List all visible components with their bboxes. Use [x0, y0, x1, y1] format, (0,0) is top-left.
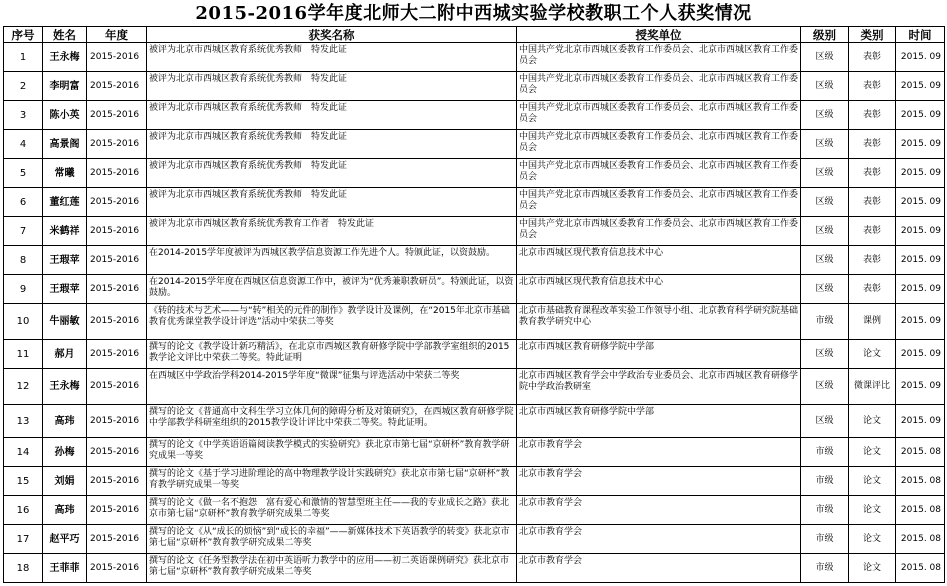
table-row [4, 496, 945, 525]
cell-no: 14 [4, 438, 43, 467]
cell-category: 表彰 [849, 246, 896, 275]
cell-org: 北京市西城区教育研修学院中学部 [517, 340, 801, 369]
cell-year: 2015-2016 [87, 217, 147, 246]
cell-category: 课例 [849, 304, 896, 340]
cell-date: 2015. 08 [896, 467, 945, 496]
cell-no: 9 [4, 275, 43, 304]
table-row [4, 130, 945, 159]
cell-date: 2015. 09 [896, 130, 945, 159]
cell-level: 区级 [801, 159, 849, 188]
cell-no: 4 [4, 130, 43, 159]
cell-level: 区级 [801, 43, 849, 72]
cell-no: 1 [4, 43, 43, 72]
cell-category: 表彰 [849, 130, 896, 159]
cell-year: 2015-2016 [87, 101, 147, 130]
table-row [4, 246, 945, 275]
cell-category: 微课评比 [849, 369, 896, 405]
cell-name: 米鹤祥 [43, 217, 87, 246]
cell-level: 区级 [801, 72, 849, 101]
awards-table [3, 26, 945, 583]
cell-level: 市级 [801, 554, 849, 583]
cell-category: 论文 [849, 467, 896, 496]
cell-org: 中国共产党北京市西城区委教育工作委员会、北京市西城区教育工作委员会 [517, 72, 801, 101]
cell-name: 常曦 [43, 159, 87, 188]
header-no: 序号 [4, 27, 43, 43]
cell-org: 中国共产党北京市西城区委教育工作委员会、北京市西城区教育工作委员会 [517, 188, 801, 217]
cell-date: 2015. 09 [896, 159, 945, 188]
cell-org: 北京市西城区现代教育信息技术中心 [517, 275, 801, 304]
cell-award: 撰写的论文《教学设计新巧精活》，在北京市西城区教育研修学院中学部教学室组织的2015教学论文评比中荣获二等奖。特此证明 [147, 340, 517, 369]
cell-year: 2015-2016 [87, 304, 147, 340]
header-org: 授奖单位 [517, 27, 801, 43]
cell-category: 论文 [849, 554, 896, 583]
cell-category: 论文 [849, 438, 896, 467]
cell-award: 被评为北京市西城区教育系统优秀教师 特发此证 [147, 43, 517, 72]
cell-org: 北京市教育学会 [517, 467, 801, 496]
cell-award: 撰写的论文《中学英语语篇阅读教学模式的实验研究》获北京市第七届“京研杯”教育教学研究成果一等奖 [147, 438, 517, 467]
cell-year: 2015-2016 [87, 159, 147, 188]
cell-no: 12 [4, 369, 43, 405]
cell-org: 北京市西城区教育研修学院中学部 [517, 405, 801, 438]
cell-year: 2015-2016 [87, 246, 147, 275]
cell-no: 2 [4, 72, 43, 101]
cell-year: 2015-2016 [87, 369, 147, 405]
cell-year: 2015-2016 [87, 188, 147, 217]
cell-level: 市级 [801, 304, 849, 340]
cell-award: 《转的技术与艺术——与“转”相关的元件的制作》教学设计及课例，在“2015年北京市基础教育优秀课堂教学设计评选”活动中荣获二等奖 [147, 304, 517, 340]
cell-award: 在西城区中学政治学科2014-2015学年度“微课”征集与评选活动中荣获二等奖 [147, 369, 517, 405]
cell-year: 2015-2016 [87, 405, 147, 438]
cell-no: 11 [4, 340, 43, 369]
cell-category: 表彰 [849, 188, 896, 217]
table-row [4, 525, 945, 554]
cell-date: 2015. 08 [896, 554, 945, 583]
cell-level: 市级 [801, 467, 849, 496]
cell-level: 区级 [801, 130, 849, 159]
cell-award: 撰写的论文《做一名不抱怨 富有爱心和激情的智慧型班主任——我的专业成长之路》获北京市第七届“京研杯”教育教学研究成果二等奖 [147, 496, 517, 525]
cell-org: 北京市教育学会 [517, 525, 801, 554]
cell-name: 刘娟 [43, 467, 87, 496]
cell-org: 中国共产党北京市西城区委教育工作委员会、北京市西城区教育工作委员会 [517, 101, 801, 130]
cell-no: 8 [4, 246, 43, 275]
cell-name: 陈小英 [43, 101, 87, 130]
cell-year: 2015-2016 [87, 525, 147, 554]
cell-year: 2015-2016 [87, 275, 147, 304]
cell-category: 表彰 [849, 159, 896, 188]
cell-org: 中国共产党北京市西城区委教育工作委员会、北京市西城区教育工作委员会 [517, 159, 801, 188]
cell-no: 10 [4, 304, 43, 340]
cell-date: 2015. 09 [896, 304, 945, 340]
cell-level: 区级 [801, 246, 849, 275]
table-row [4, 101, 945, 130]
cell-date: 2015. 08 [896, 525, 945, 554]
cell-level: 区级 [801, 101, 849, 130]
table-row [4, 159, 945, 188]
cell-name: 牛丽敏 [43, 304, 87, 340]
cell-no: 6 [4, 188, 43, 217]
cell-name: 董红莲 [43, 188, 87, 217]
cell-level: 区级 [801, 188, 849, 217]
header-row [4, 27, 945, 43]
cell-level: 区级 [801, 369, 849, 405]
cell-date: 2015. 09 [896, 275, 945, 304]
cell-no: 18 [4, 554, 43, 583]
cell-date: 2015. 09 [896, 246, 945, 275]
cell-no: 7 [4, 217, 43, 246]
cell-org: 中国共产党北京市西城区委教育工作委员会、北京市西城区教育工作委员会 [517, 130, 801, 159]
header-category: 类别 [849, 27, 896, 43]
cell-no: 17 [4, 525, 43, 554]
cell-award: 撰写的论文《基于学习进阶理论的高中物理教学设计实践研究》获北京市第七届“京研杯”教育教学研究成果一等奖 [147, 467, 517, 496]
cell-award: 被评为北京市西城区教育系统优秀教师 特发此证 [147, 159, 517, 188]
cell-level: 区级 [801, 405, 849, 438]
cell-name: 王瑕苹 [43, 275, 87, 304]
table-row [4, 217, 945, 246]
cell-date: 2015. 09 [896, 101, 945, 130]
table-row [4, 72, 945, 101]
cell-year: 2015-2016 [87, 554, 147, 583]
header-name: 姓名 [43, 27, 87, 43]
cell-level: 市级 [801, 525, 849, 554]
cell-no: 15 [4, 467, 43, 496]
cell-name: 赵平巧 [43, 525, 87, 554]
cell-no: 13 [4, 405, 43, 438]
cell-award: 被评为北京市西城区教育系统优秀教师 特发此证 [147, 72, 517, 101]
cell-name: 王永梅 [43, 369, 87, 405]
table-row [4, 304, 945, 340]
cell-name: 郝月 [43, 340, 87, 369]
page-title: 2015-2016学年度北师大二附中西城实验学校教职工个人获奖情况 [195, 3, 752, 24]
cell-category: 表彰 [849, 43, 896, 72]
cell-date: 2015. 09 [896, 188, 945, 217]
cell-org: 北京市教育学会 [517, 496, 801, 525]
table-row [4, 188, 945, 217]
cell-date: 2015. 09 [896, 43, 945, 72]
cell-org: 北京市西城区教育学会中学政治专业委员会、北京市西城区教育研修学院中学政治教研室 [517, 369, 801, 405]
cell-category: 论文 [849, 525, 896, 554]
table-row [4, 467, 945, 496]
cell-no: 3 [4, 101, 43, 130]
cell-category: 表彰 [849, 72, 896, 101]
cell-award: 撰写的论文《任务型教学法在初中英语听力教学中的应用——初二英语课例研究》获北京市第七届“京研杯”教育教学研究成果二等奖 [147, 554, 517, 583]
cell-level: 市级 [801, 496, 849, 525]
cell-award: 撰写的论文《普通高中文科生学习立体几何的障碍分析及对策研究》，在西城区教育研修学院中学部教学科研室组织的2015教学设计评比中荣获二等奖。特此证明。 [147, 405, 517, 438]
cell-year: 2015-2016 [87, 130, 147, 159]
table-row [4, 43, 945, 72]
cell-org: 中国共产党北京市西城区委教育工作委员会、北京市西城区教育工作委员会 [517, 217, 801, 246]
cell-year: 2015-2016 [87, 467, 147, 496]
cell-award: 被评为北京市西城区教育系统优秀教育工作者 特发此证 [147, 217, 517, 246]
cell-name: 王菲菲 [43, 554, 87, 583]
header-award: 获奖名称 [147, 27, 517, 43]
cell-org: 中国共产党北京市西城区委教育工作委员会、北京市西城区教育工作委员会 [517, 43, 801, 72]
cell-org: 北京市教育学会 [517, 438, 801, 467]
cell-date: 2015. 09 [896, 217, 945, 246]
cell-year: 2015-2016 [87, 72, 147, 101]
cell-year: 2015-2016 [87, 43, 147, 72]
cell-award: 被评为北京市西城区教育系统优秀教师 特发此证 [147, 188, 517, 217]
cell-date: 2015. 08 [896, 496, 945, 525]
cell-name: 孙梅 [43, 438, 87, 467]
cell-level: 区级 [801, 275, 849, 304]
cell-category: 表彰 [849, 275, 896, 304]
header-date: 时间 [896, 27, 945, 43]
cell-name: 高景阁 [43, 130, 87, 159]
cell-date: 2015. 09 [896, 405, 945, 438]
cell-name: 李明富 [43, 72, 87, 101]
cell-name: 王瑕苹 [43, 246, 87, 275]
cell-award: 在2014-2015学年度被评为西城区教学信息资源工作先进个人。特颁此证，以资鼓励。 [147, 246, 517, 275]
table-row [4, 275, 945, 304]
cell-no: 5 [4, 159, 43, 188]
cell-category: 论文 [849, 340, 896, 369]
cell-category: 论文 [849, 496, 896, 525]
cell-level: 区级 [801, 217, 849, 246]
cell-name: 高玮 [43, 496, 87, 525]
cell-category: 表彰 [849, 101, 896, 130]
cell-award: 被评为北京市西城区教育系统优秀教师 特发此证 [147, 130, 517, 159]
cell-no: 16 [4, 496, 43, 525]
cell-level: 区级 [801, 340, 849, 369]
header-year: 年度 [87, 27, 147, 43]
cell-date: 2015. 09 [896, 72, 945, 101]
table-row [4, 438, 945, 467]
cell-date: 2015. 09 [896, 340, 945, 369]
cell-level: 市级 [801, 438, 849, 467]
cell-year: 2015-2016 [87, 340, 147, 369]
cell-date: 2015. 09 [896, 369, 945, 405]
table-row [4, 340, 945, 369]
cell-name: 高玮 [43, 405, 87, 438]
table-row [4, 369, 945, 405]
table-row [4, 554, 945, 583]
cell-category: 论文 [849, 405, 896, 438]
cell-org: 北京市基础教育课程改革实验工作领导小组、北京教育科学研究院基础教育教学研究中心 [517, 304, 801, 340]
cell-name: 王永梅 [43, 43, 87, 72]
cell-org: 北京市教育学会 [517, 554, 801, 583]
cell-category: 表彰 [849, 217, 896, 246]
cell-award: 在2014-2015学年度在西城区信息资源工作中，被评为“优秀兼职教研员”。特颁此证，以资鼓励。 [147, 275, 517, 304]
cell-year: 2015-2016 [87, 496, 147, 525]
header-level: 级别 [801, 27, 849, 43]
cell-org: 北京市西城区现代教育信息技术中心 [517, 246, 801, 275]
cell-award: 被评为北京市西城区教育系统优秀教师 特发此证 [147, 101, 517, 130]
cell-date: 2015. 08 [896, 438, 945, 467]
table-row [4, 405, 945, 438]
cell-award: 撰写的论文《从“成长的烦恼”到“成长的幸福”——新媒体技术下英语教学的转变》获北京市第七届“京研杯”教育教学研究成果二等奖 [147, 525, 517, 554]
cell-year: 2015-2016 [87, 438, 147, 467]
